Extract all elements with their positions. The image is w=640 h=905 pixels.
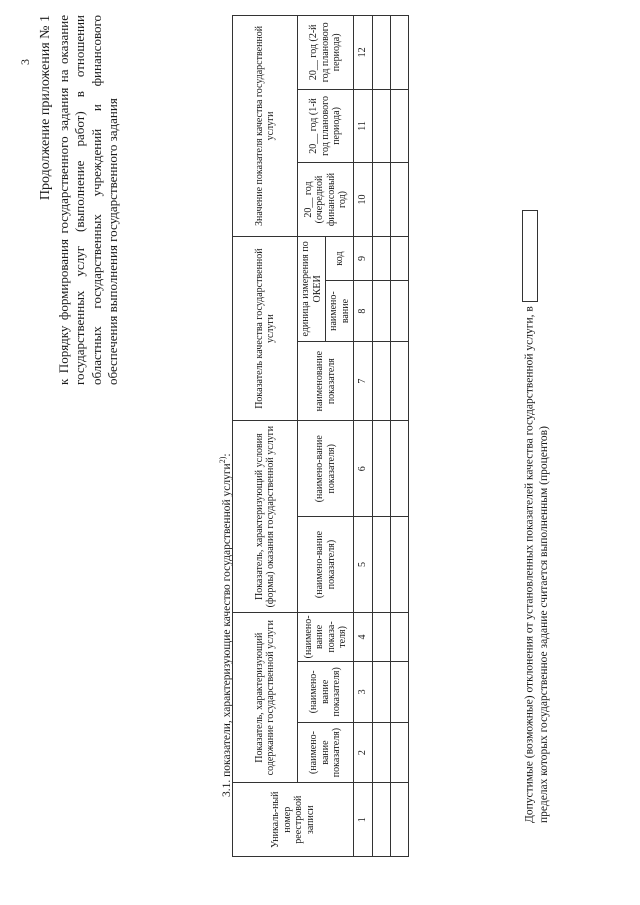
page-number: 3 [18, 59, 32, 65]
column-number: 11 [354, 89, 373, 163]
section-colon: : [220, 453, 233, 457]
appendix-title: Продолжение приложения № 1 [38, 15, 53, 201]
section-footnote: 2) [218, 456, 227, 464]
quality-indicators-table [232, 15, 409, 857]
section-heading [218, 453, 233, 797]
quality-value-header: Значение показателя качества государственной услуги [233, 16, 298, 237]
deviation-note [522, 63, 551, 823]
value-current-year: 20__ год (очередной финансовый год) [298, 163, 354, 237]
value-plan-year-1: 20__ год (1-й год планового периода) [298, 89, 354, 163]
table-row [373, 16, 391, 857]
appendix-subtitle: к Порядку формирования государственного задания на оказание государственных услуг (выполнение работ) в отношении областных государственных учреждений и финансового обеспечения выполнения государственного задания [56, 15, 120, 385]
column-number: 7 [354, 341, 373, 420]
column-number: 12 [354, 16, 373, 90]
content-indicator-name-3: (наимено-вание показа-теля) [298, 612, 354, 661]
column-number: 8 [354, 281, 373, 342]
column-number: 4 [354, 612, 373, 661]
quality-indicator-name: наименование показателя [298, 341, 354, 420]
content-indicator-header: Показатель, характеризующий содержание государственной услуги [233, 612, 298, 783]
content-indicator-name-1: (наимено-вание показателя) [298, 722, 354, 783]
quality-indicator-header: Показатель качества государственной услуги [233, 236, 298, 421]
column-number: 1 [354, 783, 373, 857]
section-title: 3.1. показатели, характеризующие качество государственной услуги [220, 463, 233, 797]
deviation-note-line2: пределах которых государственное задание считается выполненным (процентов) [538, 426, 550, 823]
unit-name-header: наимено-вание [326, 281, 354, 342]
column-number: 5 [354, 517, 373, 613]
value-plan-year-2: 20__ год (2-й год планового периода) [298, 16, 354, 90]
registry-number-header: Уникаль-ный номер реестровой записи [233, 783, 354, 857]
conditions-indicator-header: Показатель, характеризующий условия (формы) оказания государственной услуги [233, 421, 298, 613]
deviation-value-box[interactable] [522, 210, 538, 302]
unit-of-measure-header: единица измерения по ОКЕИ [298, 236, 326, 341]
column-number: 6 [354, 421, 373, 517]
conditions-indicator-name-2: (наимено-вание показателя) [298, 421, 354, 517]
column-number: 3 [354, 661, 373, 722]
column-number: 2 [354, 722, 373, 783]
conditions-indicator-name-1: (наимено-вание показателя) [298, 517, 354, 613]
column-number: 9 [354, 236, 373, 280]
deviation-note-line1: Допустимые (возможные) отклонения от установленных показателей качества государственной услуги, в [523, 306, 536, 823]
appendix-header [38, 15, 121, 385]
content-indicator-name-2: (наимено-вание показателя) [298, 661, 354, 722]
unit-code-header: код [326, 236, 354, 280]
table-row [391, 16, 409, 857]
column-number: 10 [354, 163, 373, 237]
